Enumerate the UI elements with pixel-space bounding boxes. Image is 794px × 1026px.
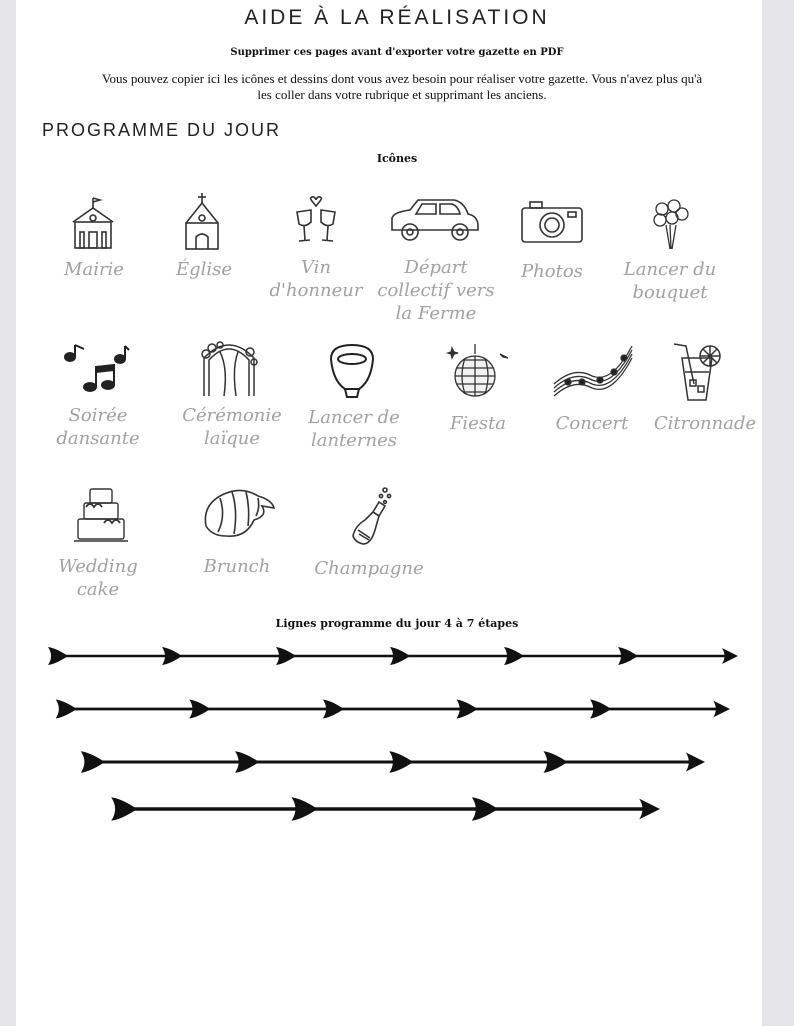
timeline-line-6-steps xyxy=(56,700,730,719)
caption-mairie: Mairie xyxy=(64,259,124,280)
page-subtitle: Supprimer ces pages avant d'exporter votre gazette en PDF xyxy=(230,47,564,58)
heart-marker-icon xyxy=(390,647,410,665)
section-title: PROGRAMME DU JOUR xyxy=(42,120,282,140)
timeline-line-7-steps xyxy=(48,647,738,665)
heart-marker-icon xyxy=(235,751,259,773)
caption-vin: Vin d'honneur xyxy=(269,257,363,301)
caption-concert: Concert xyxy=(555,413,629,434)
caption-champagne: Champagne xyxy=(314,558,424,579)
heart-marker-icon xyxy=(472,797,498,820)
heart-marker-icon xyxy=(56,700,77,719)
lines-heading: Lignes programme du jour 4 à 7 étapes xyxy=(275,617,519,630)
heart-marker-icon xyxy=(389,751,413,773)
caption-lanternes: Lancer de lanternes xyxy=(308,407,400,451)
heart-marker-icon xyxy=(162,647,182,665)
heart-marker-icon xyxy=(48,647,68,665)
caption-eglise: Église xyxy=(175,259,233,280)
heart-marker-icon xyxy=(323,700,344,719)
page-title: AIDE À LA RÉALISATION xyxy=(244,6,550,29)
caption-citronnade: Citronnade xyxy=(653,413,757,434)
caption-photos: Photos xyxy=(521,261,583,282)
heart-marker-icon xyxy=(457,700,478,719)
timeline-line-4-steps xyxy=(111,797,660,820)
heart-marker-icon xyxy=(189,700,210,719)
heart-marker-icon xyxy=(618,647,638,665)
caption-soiree: Soirée dansante xyxy=(56,405,140,449)
heart-marker-icon xyxy=(544,751,568,773)
caption-depart: Départ collectif vers la Ferme xyxy=(377,257,495,324)
caption-ceremonie: Cérémonie laïque xyxy=(182,405,282,449)
timeline-line-5-steps xyxy=(81,751,705,773)
heart-marker-icon xyxy=(590,700,611,719)
heart-marker-icon xyxy=(276,647,296,665)
heart-marker-icon xyxy=(111,797,137,820)
caption-brunch: Brunch xyxy=(203,556,271,577)
heart-marker-icon xyxy=(292,797,318,820)
caption-cake: Wedding cake xyxy=(58,556,138,600)
caption-bouquet: Lancer du bouquet xyxy=(623,259,717,303)
heart-marker-icon xyxy=(81,751,105,773)
intro-text: Vous pouvez copier ici les icônes et dessins dont vous avez besoin pour réaliser votre gazette. Vous n'avez plus qu'à les coller dans votre rubrique et supprimant les anciens. xyxy=(101,71,703,102)
icons-heading: Icônes xyxy=(376,152,418,165)
caption-fiesta: Fiesta xyxy=(449,413,507,434)
heart-marker-icon xyxy=(504,647,524,665)
